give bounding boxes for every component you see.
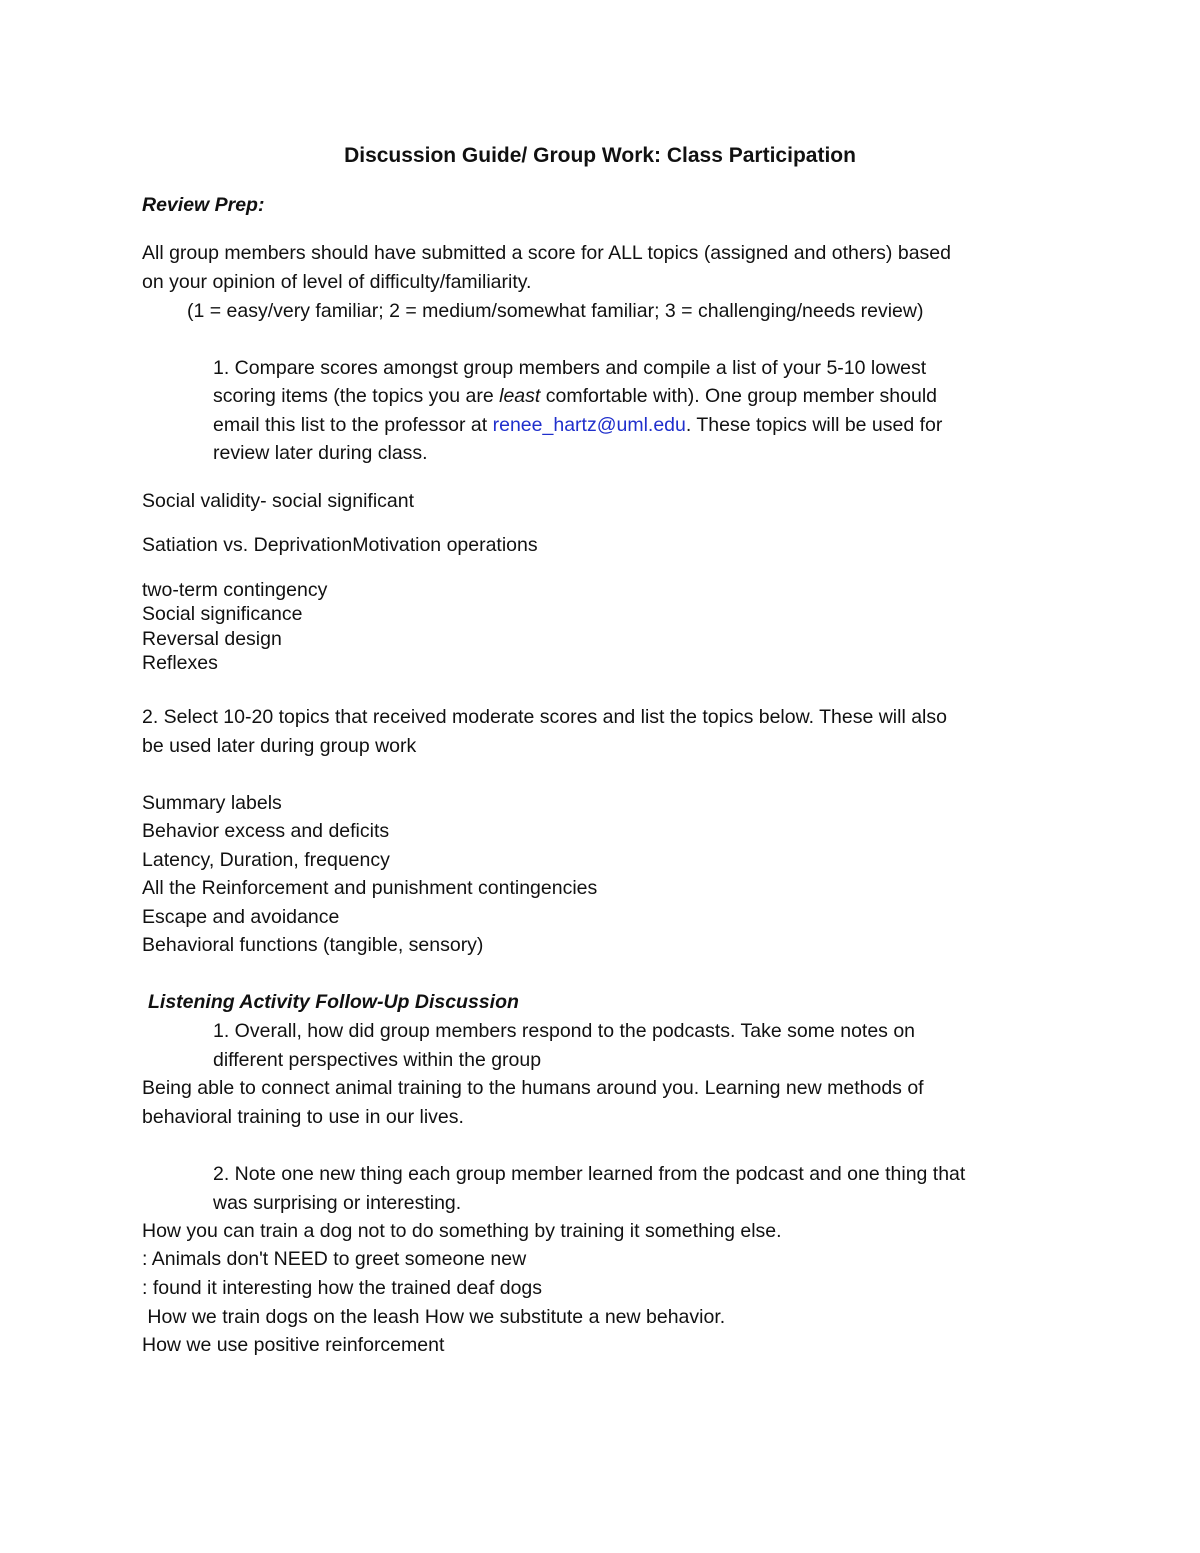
answer-2-item: : Animals don't NEED to greet someone new [142,1248,527,1270]
low-topic-item: Reversal design [142,628,282,650]
item-1-line-3 [213,413,942,437]
moderate-topic-item: Latency, Duration, frequency [142,849,390,871]
answer-1-line-1: Being able to connect animal training to the humans around you. Learning new methods of [142,1077,924,1099]
item-1-line-4: review later during class. [213,442,428,464]
answer-satiation: Satiation vs. DeprivationMotivation operations [142,534,538,556]
listening-activity-heading: Listening Activity Follow-Up Discussion [148,991,519,1013]
low-topic-item: Social significance [142,603,303,625]
answer-2-item: How you can train a dog not to do something by training it something else. [142,1220,782,1242]
item-2-line-1: 2. Select 10-20 topics that received moderate scores and list the topics below. These will also [142,706,947,728]
professor-email-link[interactable]: renee_hartz@uml.edu [492,414,686,436]
moderate-topic-item: Behavior excess and deficits [142,820,390,842]
question-2-line-1: 2. Note one new thing each group member learned from the podcast and one thing that [213,1163,966,1185]
review-prep-intro-line-2: on your opinion of level of difficulty/familiarity. [142,271,532,293]
low-topic-item: Reflexes [142,652,218,674]
review-prep-intro-line-1: All group members should have submitted a score for ALL topics (assigned and others) based [142,242,951,264]
item-1-line-2-end: comfortable with). One group member should [540,385,938,407]
question-2-line-2: was surprising or interesting. [213,1192,462,1214]
item-1-line-3-end: . These topics will be used for [685,414,943,436]
item-1-line-1: 1. Compare scores amongst group members and compile a list of your 5-10 lowest [213,357,927,379]
moderate-topic-item: Behavioral functions (tangible, sensory) [142,934,484,956]
low-topic-item: two-term contingency [142,579,328,601]
moderate-topic-item: Summary labels [142,792,282,814]
moderate-topic-item: All the Reinforcement and punishment contingencies [142,877,598,899]
question-1-line-2: different perspectives within the group [213,1049,542,1071]
document-title: Discussion Guide/ Group Work: Class Participation [344,144,856,167]
answer-2-item: How we train dogs on the leash How we substitute a new behavior. [142,1306,726,1328]
answer-2-item: : found it interesting how the trained deaf dogs [142,1277,543,1299]
answer-social-validity: Social validity- social significant [142,490,415,512]
difficulty-scale: (1 = easy/very familiar; 2 = medium/somewhat familiar; 3 = challenging/needs review) [187,300,924,322]
item-1-line-3-start: email this list to the professor at [213,414,493,436]
item-1-line-2 [213,384,937,408]
review-prep-heading: Review Prep: [142,194,265,216]
item-2-line-2: be used later during group work [142,735,417,757]
item-1-line-2-start: scoring items (the topics you are [213,385,500,407]
answer-2-item: How we use positive reinforcement [142,1334,445,1356]
moderate-topic-item: Escape and avoidance [142,906,340,928]
question-1-line-1: 1. Overall, how did group members respond to the podcasts. Take some notes on [213,1020,916,1042]
answer-1-line-2: behavioral training to use in our lives. [142,1106,464,1128]
least-emphasis: least [499,385,541,407]
